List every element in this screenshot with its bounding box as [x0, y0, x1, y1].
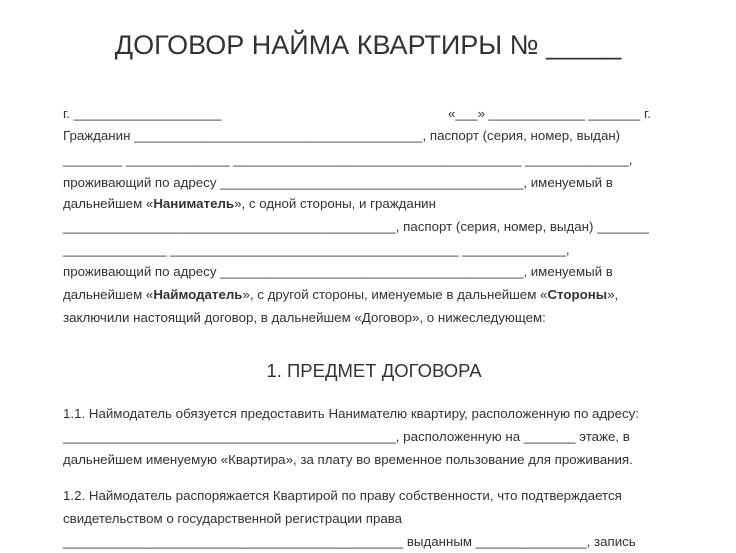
clause-1-1-line-2: _____________________________________________, расположенную на _______ этаже, в [63, 429, 630, 444]
clause-1-2-line-2: свидетельством о государственной регистрации права [63, 511, 403, 526]
party2-line-5: заключили настоящий договор, в дальнейшем «Договор», о нижеследующем: [63, 310, 546, 325]
document-title: ДОГОВОР НАЙМА КВАРТИРЫ № _____ [114, 30, 622, 60]
party1-line-3: проживающий по адресу _________________________________________, именуемый в [63, 175, 613, 190]
landlord-role-label: Наймодатель [153, 287, 243, 302]
text-fragment: », [607, 287, 619, 302]
clause-1-2-line-3: ______________________________________________ выданным _______________, запись [63, 534, 636, 549]
text-fragment: дальнейшем « [63, 287, 154, 302]
clause-1-1-line-1: 1.1. Наймодатель обязуется предоставить Нанимателю квартиру, расположенную по адресу: [63, 406, 639, 421]
party2-line-4 [63, 287, 618, 303]
party2-line-3: проживающий по адресу _________________________________________, именуемый в [63, 264, 613, 279]
party2-line-1: _____________________________________________, паспорт (серия, номер, выдан) _______ [63, 219, 649, 234]
party1-line-2: ________ ______________ _______________________________________ ______________, [63, 152, 633, 167]
text-fragment: », с другой стороны, именуемые в дальнейшем « [242, 287, 548, 302]
party1-line-1: Гражданин _______________________________________, паспорт (серия, номер, выдан) [63, 128, 621, 143]
city-field: г. ____________________ [63, 106, 222, 121]
parties-label: Стороны [547, 287, 608, 302]
party1-line-4 [63, 196, 436, 212]
text-fragment: дальнейшем « [63, 196, 154, 211]
clause-1-2-line-1: 1.2. Наймодатель распоряжается Квартирой по праву собственности, что подтверждается [63, 488, 622, 503]
clause-1-1-line-3: дальнейшем именуемую «Квартира», за плату во временное пользование для проживания. [63, 452, 633, 467]
section-heading-subject: 1. ПРЕДМЕТ ДОГОВОРА [266, 360, 482, 381]
text-fragment: », с одной стороны, и гражданин [234, 196, 436, 211]
tenant-role-label: Наниматель [153, 196, 235, 211]
date-field: «___» _____________ _______ г. [448, 106, 651, 121]
party2-line-2: ______________ _______________________________________ ______________, [63, 242, 570, 257]
